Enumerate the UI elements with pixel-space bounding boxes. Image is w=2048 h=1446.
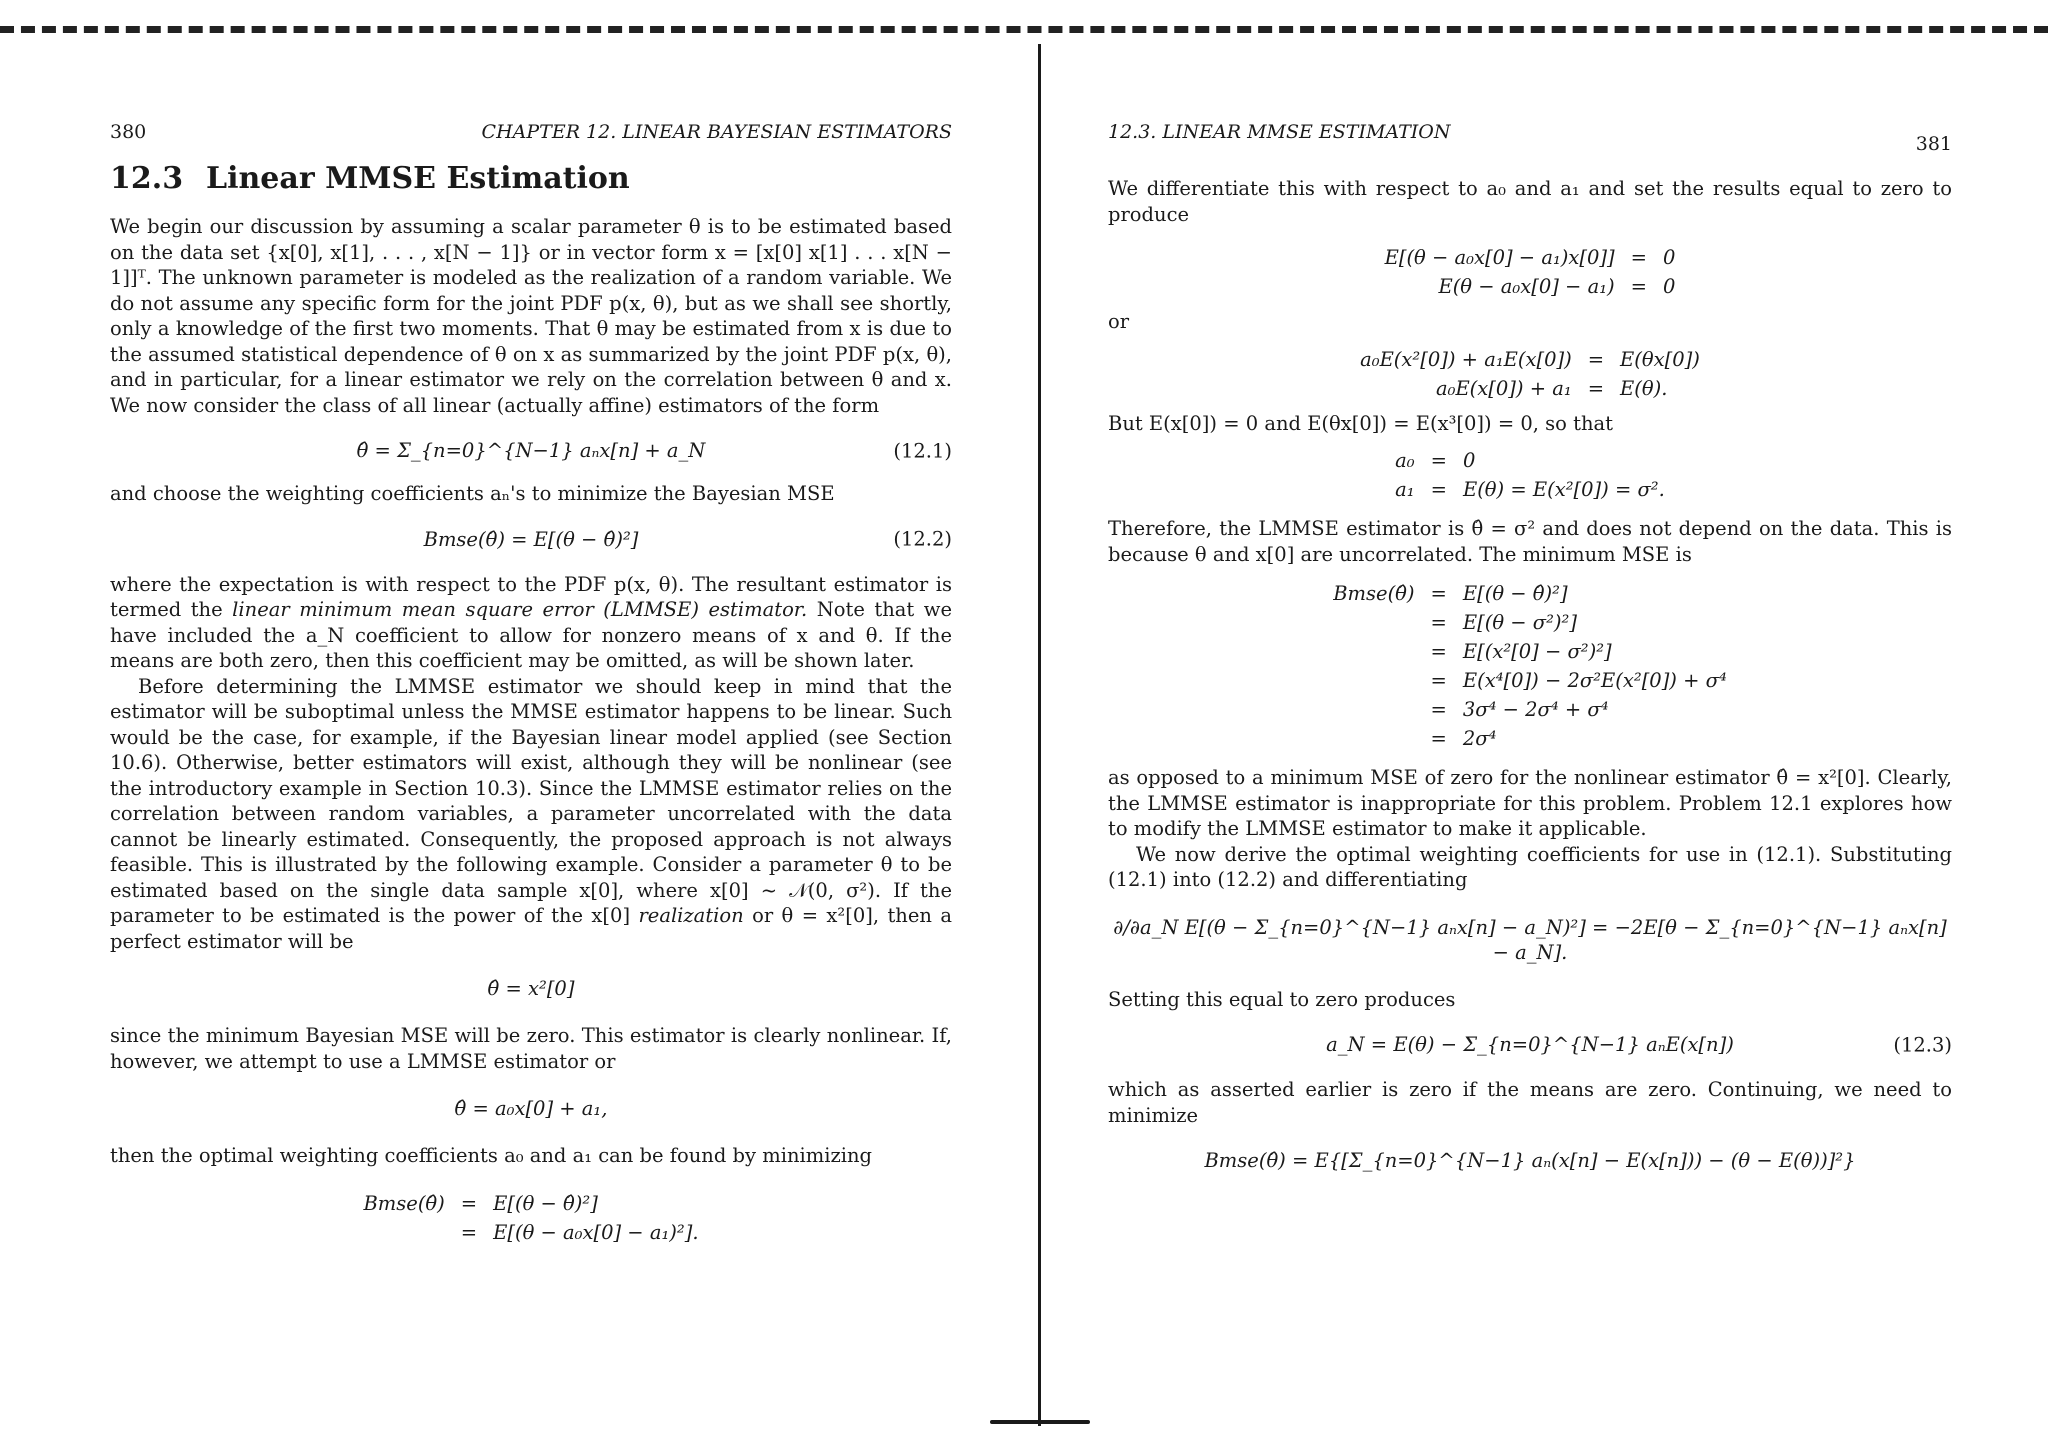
section-number: 12.3 bbox=[110, 161, 184, 196]
equation-bmse-left bbox=[110, 1191, 952, 1245]
min-row-5-rel: = bbox=[1430, 698, 1447, 721]
bmse-left-row-2-rel: = bbox=[460, 1220, 478, 1244]
paragraph-3-a: where the expectation is with respect to the PDF p(x, θ). The resultant estimator is termed the bbox=[110, 572, 952, 621]
right-paragraph-3: Therefore, the LMMSE estimator is θ̂ = σ² and does not depend on the data. This is because θ and x[0] are uncorrelated. The minimum MSE is bbox=[1108, 517, 1952, 566]
right-paragraph-7: which as asserted earlier is zero if the means are zero. Continuing, we need to minimize bbox=[1108, 1078, 1952, 1127]
bmse-left-row-1-rel: = bbox=[460, 1191, 478, 1215]
left-chapter-title: CHAPTER 12. LINEAR BAYESIAN ESTIMATORS bbox=[481, 121, 952, 143]
deriv-row-1-rhs: 0 bbox=[1662, 246, 1676, 269]
min-row-6-rel: = bbox=[1430, 727, 1447, 750]
deriv-row-1-lhs: E[(θ − a₀x[0] − a₁)x[0]] bbox=[1384, 246, 1615, 269]
bmse-left-row-2-lhs bbox=[363, 1220, 444, 1245]
equation-lmmse-estimator-body: θ̂ = a₀x[0] + a₁, bbox=[454, 1097, 608, 1120]
equation-final-bmse-body: Bmse(θ̂) = E{[Σ_{n=0}^{N−1} aₙ(x[n] − E(x[n])) − (θ − E(θ))]²} bbox=[1204, 1149, 1856, 1172]
paragraph-4-a: Before determining the LMMSE estimator we should keep in mind that the estimator will be suboptimal unless the MMSE estimator happens to be linear. Such would be the case, for example, if the Bayesian linear model applied (see Section 10.6). Otherwise, better estimators will exist, although they will be nonlinear (see the introductory example in Section 10.3). Since the LMMSE estimator relies on the correlation between random variables, a parameter uncorrelated with the data cannot be linearly estimated. Consequently, the proposed approach is not always feasible. This is illustrated by the following example. Consider a parameter θ to be estimated based on the single data sample x[0], where x[0] ~ 𝒩(0, σ²). If the parameter to be estimated is the power of the x[0] bbox=[110, 674, 952, 927]
coef-row-1-rhs: 0 bbox=[1462, 449, 1476, 472]
min-row-5-lhs bbox=[1333, 697, 1414, 722]
section-heading bbox=[110, 158, 952, 200]
equation-coefficients bbox=[1108, 448, 1952, 502]
coef-row-2-rhs: E(θ) = E(x²[0]) = σ². bbox=[1462, 478, 1665, 501]
bmse-left-row-1-lhs: Bmse(θ̂) bbox=[363, 1191, 445, 1215]
right-paragraph-1: We differentiate this with respect to a₀ and a₁ and set the results equal to zero to produce bbox=[1108, 177, 1952, 226]
min-row-3-lhs bbox=[1333, 639, 1414, 664]
deriv-row-2-rhs: 0 bbox=[1662, 275, 1676, 298]
min-row-4-lhs bbox=[1333, 668, 1414, 693]
right-paragraph-4: as opposed to a minimum MSE of zero for the nonlinear estimator θ̂ = x²[0]. Clearly, the LMMSE estimator is inappropriate for this problem. Problem 12.1 explores how to modify the LMMSE estimator to make it applicable. bbox=[1108, 766, 1952, 840]
deriv-row-2-rel: = bbox=[1630, 275, 1647, 298]
min-row-6-lhs bbox=[1333, 726, 1414, 751]
paragraph-2: and choose the weighting coefficients aₙ's to minimize the Bayesian MSE bbox=[110, 482, 835, 505]
min-row-1-rhs: E[(θ − θ̂)²] bbox=[1462, 582, 1568, 605]
right-section-title: 12.3. LINEAR MMSE ESTIMATION bbox=[1108, 121, 1451, 143]
normal-row-1-lhs: a₀E(x²[0]) + a₁E(x[0]) bbox=[1360, 347, 1572, 371]
left-page-number: 380 bbox=[110, 121, 147, 143]
min-row-1-lhs: Bmse(θ̂) bbox=[1333, 582, 1415, 605]
bmse-left-row-2-rhs: E[(θ − a₀x[0] − a₁)²]. bbox=[493, 1220, 699, 1244]
equation-12-2 bbox=[110, 527, 952, 552]
equation-12-3-body: a_N = E(θ) − Σ_{n=0}^{N−1} aₙE(x[n]) bbox=[1326, 1033, 1734, 1056]
min-row-6-rhs: 2σ⁴ bbox=[1462, 727, 1497, 750]
equation-partial-derivative-body: ∂/∂a_N E[(θ − Σ_{n=0}^{N−1} aₙx[n] − a_N)²] = −2E[θ − Σ_{n=0}^{N−1} aₙx[n] − a_N]. bbox=[1113, 915, 1947, 964]
equation-12-1 bbox=[110, 438, 952, 463]
equation-minimum-mse bbox=[1108, 581, 1952, 751]
normal-row-2-lhs: a₀E(x[0]) + a₁ bbox=[1436, 376, 1572, 400]
book-gutter-foot bbox=[990, 1420, 1090, 1424]
left-page bbox=[110, 0, 952, 1446]
min-row-2-rhs: E[(θ − σ²)²] bbox=[1462, 611, 1577, 634]
paragraph-6: then the optimal weighting coefficients a₀ and a₁ can be found by minimizing bbox=[110, 1144, 873, 1167]
normal-row-2-rel: = bbox=[1587, 376, 1605, 400]
equation-12-2-body: Bmse(θ̂) = E[(θ − θ̂)²] bbox=[423, 527, 639, 551]
left-running-header bbox=[110, 118, 952, 146]
equation-derivatives bbox=[1108, 245, 1952, 299]
book-gutter bbox=[1038, 44, 1041, 1426]
normal-row-2-rhs: E(θ). bbox=[1620, 376, 1668, 400]
deriv-row-1-rel: = bbox=[1630, 246, 1647, 269]
bmse-left-row-1-rhs: E[(θ − θ̂)²] bbox=[493, 1191, 598, 1215]
paragraph-3-b: Note that we have included the a_N coefficient to allow for nonzero means of x and θ. If the means are both zero, then this coefficient may be omitted, as will be shown later. bbox=[110, 598, 952, 672]
left-page-content bbox=[110, 158, 952, 1245]
section-title: Linear MMSE Estimation bbox=[206, 161, 630, 196]
right-paragraph-2: But E(x[0]) = 0 and E(θx[0]) = E(x³[0]) = 0, so that bbox=[1108, 411, 1613, 435]
normal-row-1-rel: = bbox=[1587, 347, 1605, 371]
min-row-1-rel: = bbox=[1430, 582, 1447, 605]
right-page-number: 381 bbox=[1915, 133, 1952, 155]
right-page-content bbox=[1108, 176, 1952, 1173]
equation-partial-derivative bbox=[1108, 915, 1952, 965]
equation-lmmse-estimator bbox=[110, 1096, 952, 1121]
coef-row-2-rel: = bbox=[1430, 478, 1447, 501]
coef-row-2-lhs: a₁ bbox=[1395, 478, 1415, 501]
min-row-2-rel: = bbox=[1430, 611, 1447, 634]
right-running-header bbox=[1108, 118, 1952, 155]
equation-12-3-tag: (12.3) bbox=[1893, 1033, 1952, 1056]
paragraph-4 bbox=[110, 674, 952, 955]
paragraph-3 bbox=[110, 572, 952, 674]
min-row-4-rhs: E(x⁴[0]) − 2σ²E(x²[0]) + σ⁴ bbox=[1462, 669, 1727, 692]
right-paragraph-5: We now derive the optimal weighting coefficients for use in (12.1). Substituting (12.1) into (12.2) and differentiating bbox=[1108, 842, 1952, 891]
equation-12-1-tag: (12.1) bbox=[893, 439, 952, 462]
right-paragraph-6: Setting this equal to zero produces bbox=[1108, 987, 1456, 1011]
equation-normal bbox=[1108, 347, 1952, 401]
coef-row-1-lhs: a₀ bbox=[1395, 449, 1415, 472]
min-row-2-lhs bbox=[1333, 610, 1414, 635]
normal-row-1-rhs: E(θx[0]) bbox=[1620, 347, 1700, 371]
min-row-3-rel: = bbox=[1430, 640, 1447, 663]
coef-row-1-rel: = bbox=[1430, 449, 1447, 472]
realization-term: realization bbox=[638, 904, 744, 927]
min-row-3-rhs: E[(x²[0] − σ²)²] bbox=[1462, 640, 1612, 663]
equation-12-2-tag: (12.2) bbox=[893, 527, 952, 551]
right-page bbox=[1108, 0, 1952, 1446]
lmmse-term: linear minimum mean square error (LMMSE) estimator. bbox=[232, 598, 808, 621]
equation-12-1-body: θ̂ = Σ_{n=0}^{N−1} aₙx[n] + a_N bbox=[356, 439, 706, 462]
min-row-4-rel: = bbox=[1430, 669, 1447, 692]
paragraph-5: since the minimum Bayesian MSE will be zero. This estimator is clearly nonlinear. If, however, we attempt to use a LMMSE estimator or bbox=[110, 1024, 952, 1073]
paragraph-4-b: or θ = x²[0], then a perfect estimator will be bbox=[110, 904, 952, 953]
paragraph-1: We begin our discussion by assuming a scalar parameter θ is to be estimated based on the data set {x[0], x[1], . . . , x[N − 1]} or in vector form x = [x[0] x[1] . . . x[N − 1]]ᵀ. The unknown parameter is modeled as the realization of a random variable. We do not assume any specific form for the joint PDF p(x, θ), but as we shall see shortly, only a knowledge of the first two moments. That θ may be estimated from x is due to the assumed statistical dependence of θ on x as summarized by the joint PDF p(x, θ), and in particular, for a linear estimator we rely on the correlation between θ and x. We now consider the class of all linear (actually affine) estimators of the form bbox=[110, 215, 952, 417]
or-text: or bbox=[1108, 310, 1130, 333]
equation-final-bmse bbox=[1108, 1148, 1952, 1173]
deriv-row-2-lhs: E(θ − a₀x[0] − a₁) bbox=[1438, 275, 1615, 298]
equation-12-3 bbox=[1108, 1032, 1952, 1057]
equation-perfect-estimator-body: θ̂ = x²[0] bbox=[487, 977, 575, 1000]
equation-perfect-estimator bbox=[110, 976, 952, 1001]
min-row-5-rhs: 3σ⁴ − 2σ⁴ + σ⁴ bbox=[1462, 698, 1609, 721]
